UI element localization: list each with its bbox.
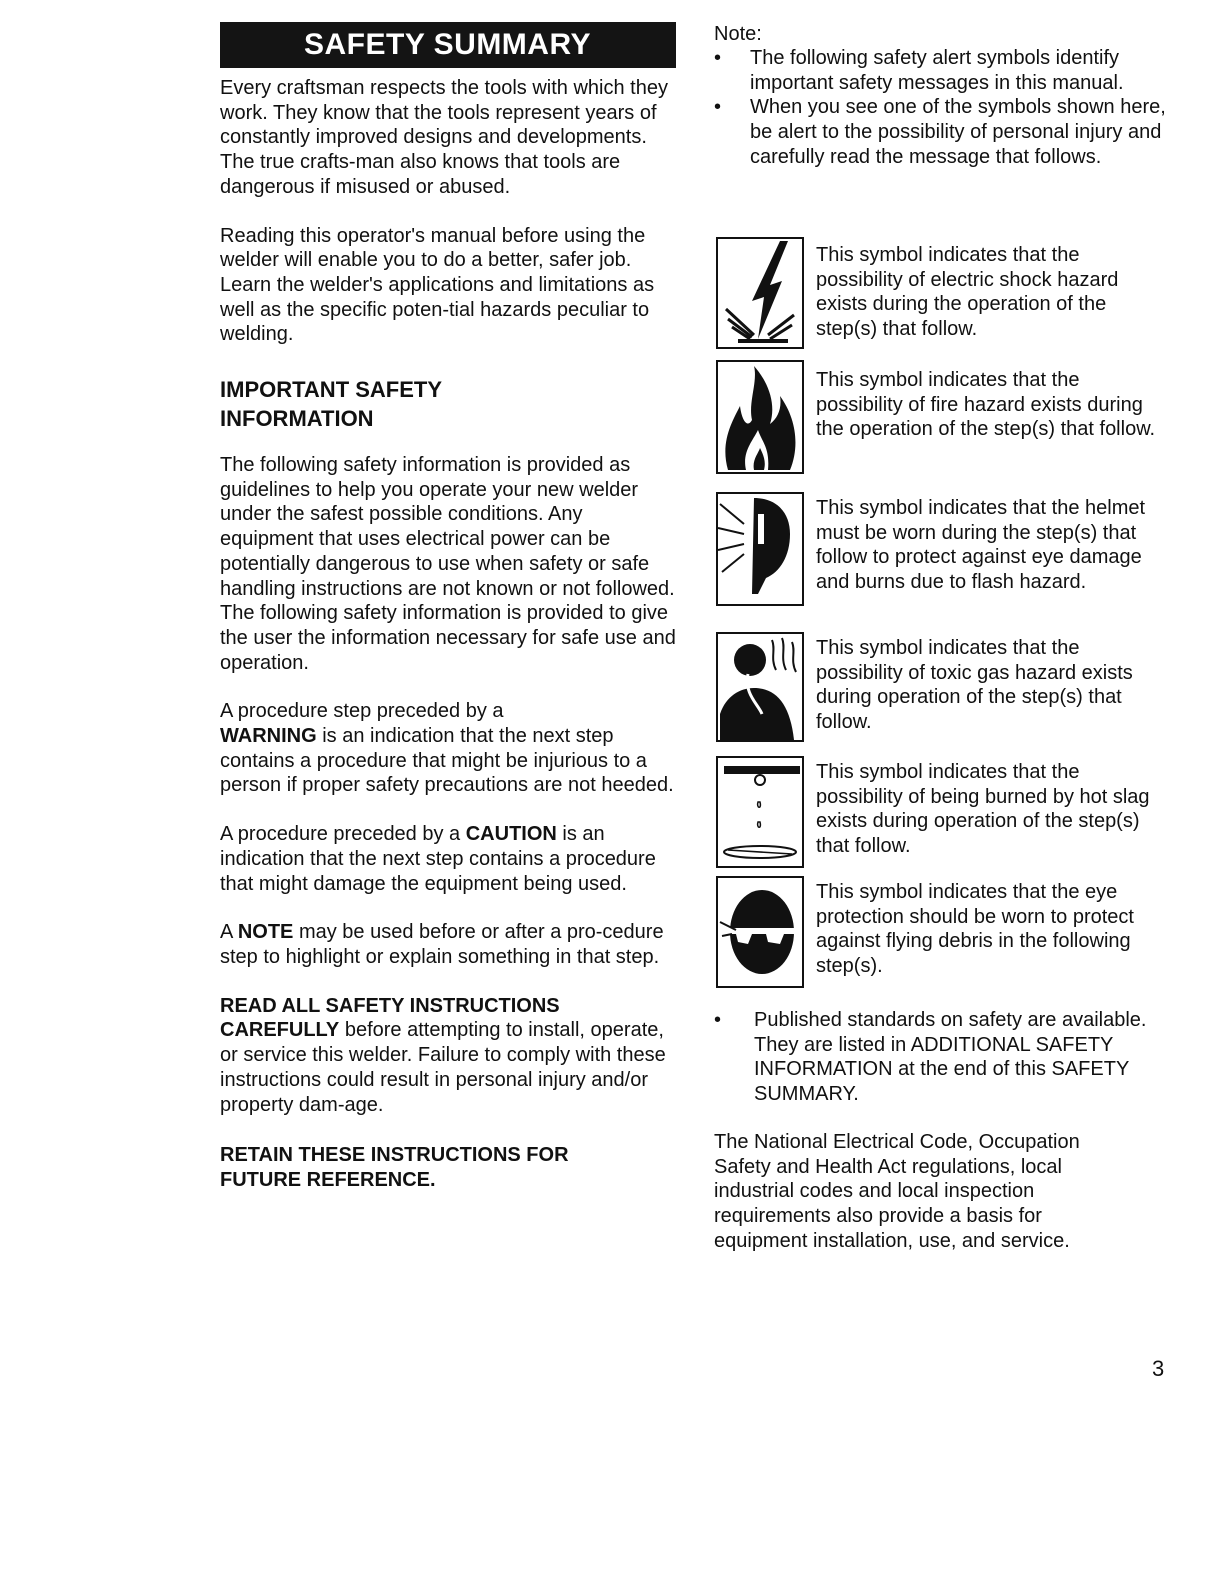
page-title: SAFETY SUMMARY — [220, 22, 676, 68]
list-item — [714, 95, 1174, 169]
warning-keyword: WARNING — [220, 725, 317, 748]
note-post-text: may be used before or after a pro-cedure step to highlight or explain something in that step. — [220, 921, 664, 968]
note-pre-text: A — [220, 921, 233, 944]
list-item — [714, 46, 1174, 95]
symbol-text: This symbol indicates that the possibility of toxic gas hazard exists during operation of the step(s) that follow. — [816, 637, 1133, 734]
electric-shock-icon — [716, 237, 804, 349]
bullet-icon: • — [714, 47, 722, 69]
toxic-gas-icon — [716, 632, 804, 742]
caution-post-text: is an indication that the next step contains a procedure that might damage the equipment being used. — [220, 823, 656, 895]
note-bullet-list — [714, 46, 1174, 170]
symbol-row-helmet — [714, 492, 1174, 610]
fire-hazard-icon — [716, 360, 804, 474]
bullet-icon: • — [714, 1009, 722, 1031]
symbol-row-electric — [714, 237, 1174, 349]
caution-pre-text: A procedure preceded by a — [220, 823, 461, 846]
bullet-text: When you see one of the symbols shown here, be alert to the possibility of personal injury and carefully read the message that follows. — [750, 96, 1166, 168]
symbol-row-fire — [714, 360, 1174, 474]
warning-paragraph — [220, 699, 680, 798]
hot-slag-icon — [716, 756, 804, 868]
page-number: 3 — [1152, 1356, 1165, 1381]
symbol-text: This symbol indicates that the eye protection should be worn to protect against flying debris in the following step(s). — [816, 881, 1134, 978]
bullet-icon: • — [714, 96, 722, 119]
warning-pre-text: A procedure step preceded by a — [220, 700, 504, 723]
list-item — [714, 1008, 1174, 1107]
intro-paragraph: Every craftsman respects the tools with which they work. They know that the tools represent years of constantly improved designs and developments. The true crafts-man also knows that tools are dangerous if misused or abused. — [220, 77, 668, 198]
symbol-text: This symbol indicates that the possibility of fire hazard exists during the operation of the step(s) that follow. — [816, 369, 1156, 441]
caution-paragraph — [220, 822, 680, 896]
symbol-row-slag — [714, 756, 1174, 872]
left-column — [220, 22, 680, 1193]
eye-protection-icon — [716, 876, 804, 988]
retain-instructions: RETAIN THESE INSTRUCTIONS FOR FUTURE REFERENCE. — [220, 1144, 569, 1191]
standards-bullet-list — [714, 1008, 1174, 1107]
read-instructions-bold: READ ALL SAFETY INSTRUCTIONS CAREFULLY — [220, 994, 560, 1042]
caution-keyword: CAUTION — [465, 823, 557, 846]
warning-post-text: is an indication that the next step contains a procedure that might be injurious to a person if proper safety precautions are not heeded. — [220, 725, 674, 797]
standards-text: Published standards on safety are available. They are listed in ADDITIONAL SAFETY INFORMATION at the end of this SAFETY SUMMARY. — [754, 1009, 1147, 1106]
welding-helmet-icon — [716, 492, 804, 606]
bullet-text: The following safety alert symbols identify important safety messages in this manual. — [750, 47, 1124, 94]
note-keyword: NOTE — [237, 921, 294, 944]
reading-paragraph: Reading this operator's manual before using the welder will enable you to do a better, safer job. Learn the welder's applications and limitations as well as the specific poten-tial hazards peculiar to welding. — [220, 224, 655, 346]
safety-info-paragraph: The following safety information is provided as guidelines to help you operate your new welder under the safest possible conditions. Any equipment that uses electrical power can be potentially dangerous to use when safety or safe handling instructions are not known or not followed. The following safety information is provided to give the user the information necessary for safe use and operation. — [220, 454, 676, 674]
note-paragraph — [220, 920, 680, 969]
right-column — [714, 22, 1174, 1252]
symbol-text: This symbol indicates that the helmet must be worn during the step(s) that follow to protect against eye damage and burns due to flash hazard. — [816, 497, 1146, 594]
read-instructions-rest: before attempting to install, operate, or service this welder. Failure to comply with these instructions could result in personal injury and/or property dam-age. — [220, 1019, 666, 1116]
symbol-row-toxic — [714, 632, 1174, 744]
symbol-row-eye — [714, 876, 1174, 992]
note-label: Note: — [714, 23, 762, 45]
nec-paragraph: The National Electrical Code, Occupation Safety and Health Act regulations, local industrial codes and local inspection requirements also provide a basis for equipment installation, use, and service. — [714, 1131, 1080, 1252]
symbol-text: This symbol indicates that the possibility of electric shock hazard exists during the operation of the step(s) that follow. — [816, 244, 1119, 341]
symbol-text: This symbol indicates that the possibility of being burned by hot slag exists during operation of the step(s) that follow. — [816, 761, 1150, 858]
important-safety-heading: IMPORTANT SAFETY INFORMATION — [220, 377, 442, 432]
read-instructions-paragraph — [220, 994, 680, 1118]
